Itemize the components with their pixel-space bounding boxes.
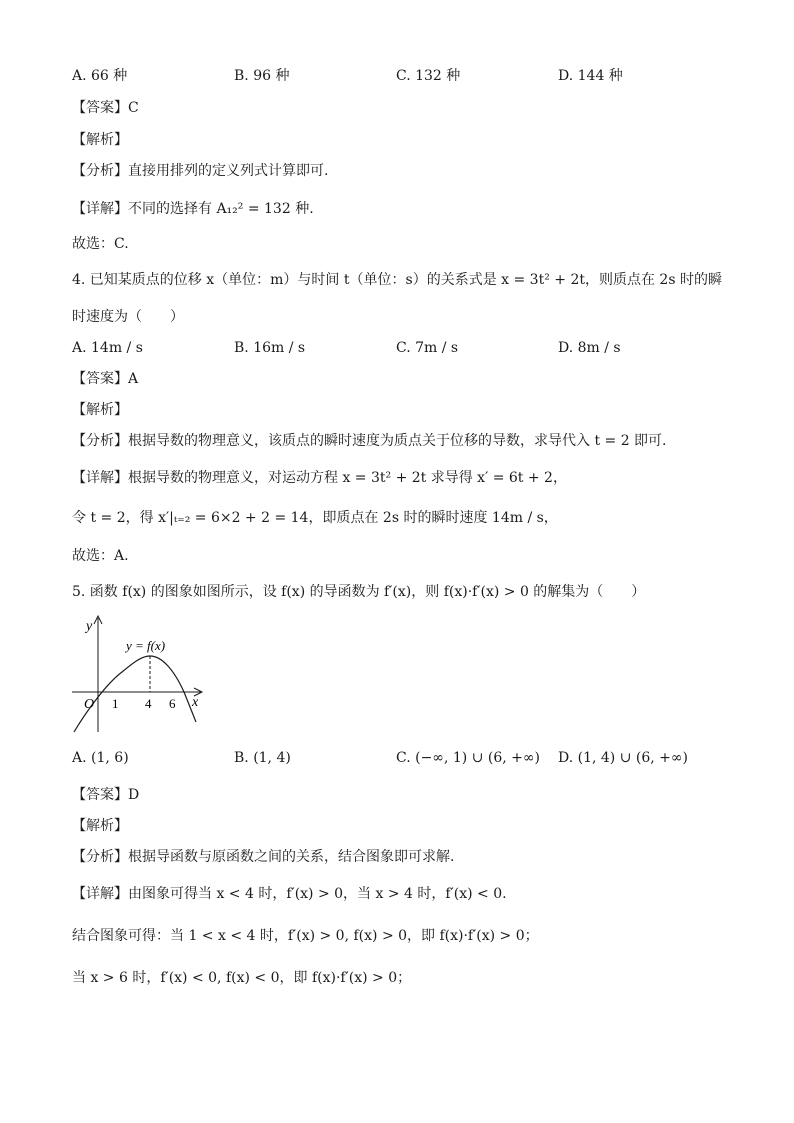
q3-option-a: A. 66 种 xyxy=(72,68,128,84)
tick-label-1: 1 xyxy=(112,696,119,711)
q5-option-a: A. (1, 6) xyxy=(72,750,129,766)
q4-substitution: 令 t = 2，得 x′|ₜ₌₂ = 6×2 + 2 = 14，即质点在 2s 时的瞬时速度 14m / s， xyxy=(72,510,558,526)
q4-detail: 【详解】根据导数的物理意义，对运动方程 x = 3t² + 2t 求导得 x′ = 6t + 2， xyxy=(72,470,567,486)
q5-function-graph xyxy=(66,612,216,737)
q5-detail: 【详解】由图象可得当 x < 4 时，f′(x) > 0，当 x > 4 时，f′(x) < 0. xyxy=(72,886,507,902)
q3-analysis-summary: 【分析】直接用排列的定义列式计算即可. xyxy=(72,163,329,179)
q3-option-d: D. 144 种 xyxy=(558,68,623,84)
q4-option-a: A. 14m / s xyxy=(72,340,143,356)
q4-analysis-heading: 【解析】 xyxy=(72,402,128,418)
q4-stem-line1: 4. 已知某质点的位移 x（单位：m）与时间 t（单位：s）的关系式是 x = 3t² + 2t，则质点在 2s 时的瞬 xyxy=(72,272,722,288)
q3-analysis-heading: 【解析】 xyxy=(72,132,128,148)
y-axis-label: y xyxy=(86,619,93,634)
q3-option-b: B. 96 种 xyxy=(234,68,290,84)
q5-option-c: C. (−∞, 1) ∪ (6, +∞) xyxy=(396,750,540,766)
q4-analysis-summary: 【分析】根据导数的物理意义，该质点的瞬时速度为质点关于位移的导数，求导代入 t = 2 即可. xyxy=(72,433,667,449)
q3-choice: 故选：C. xyxy=(72,236,129,252)
function-curve xyxy=(74,656,196,732)
tick-label-4: 4 xyxy=(145,696,152,711)
q3-answer: 【答案】C xyxy=(72,100,139,116)
q4-option-d: D. 8m / s xyxy=(558,340,621,356)
x-axis-label: x xyxy=(192,695,199,710)
q5-analysis-heading: 【解析】 xyxy=(72,818,128,834)
q5-answer: 【答案】D xyxy=(72,787,140,803)
q4-answer: 【答案】A xyxy=(72,371,139,387)
q5-option-b: B. (1, 4) xyxy=(234,750,291,766)
q5-analysis-summary: 【分析】根据导函数与原函数之间的关系，结合图象即可求解. xyxy=(72,849,455,865)
q4-choice: 故选：A. xyxy=(72,548,129,564)
q5-option-d: D. (1, 4) ∪ (6, +∞) xyxy=(558,750,689,766)
curve-label: y = f(x) xyxy=(126,638,166,653)
q4-stem-line2: 时速度为（ ） xyxy=(72,309,184,325)
tick-label-6: 6 xyxy=(169,696,176,711)
q5-combine: 结合图象可得：当 1 < x < 4 时，f′(x) > 0, f(x) > 0，即 f(x)·f′(x) > 0； xyxy=(72,928,539,944)
q5-when-greater-6: 当 x > 6 时，f′(x) < 0, f(x) < 0，即 f(x)·f′(x) > 0； xyxy=(72,970,412,986)
q4-option-b: B. 16m / s xyxy=(234,340,306,356)
origin-label: O xyxy=(84,697,95,712)
q5-stem: 5. 函数 f(x) 的图象如图所示，设 f(x) 的导函数为 f′(x)，则 f(x)·f′(x) > 0 的解集为（ ） xyxy=(72,584,646,600)
q3-detail: 【详解】不同的选择有 A₁₂² = 132 种. xyxy=(72,201,314,217)
q4-option-c: C. 7m / s xyxy=(396,340,459,356)
q3-option-c: C. 132 种 xyxy=(396,68,461,84)
